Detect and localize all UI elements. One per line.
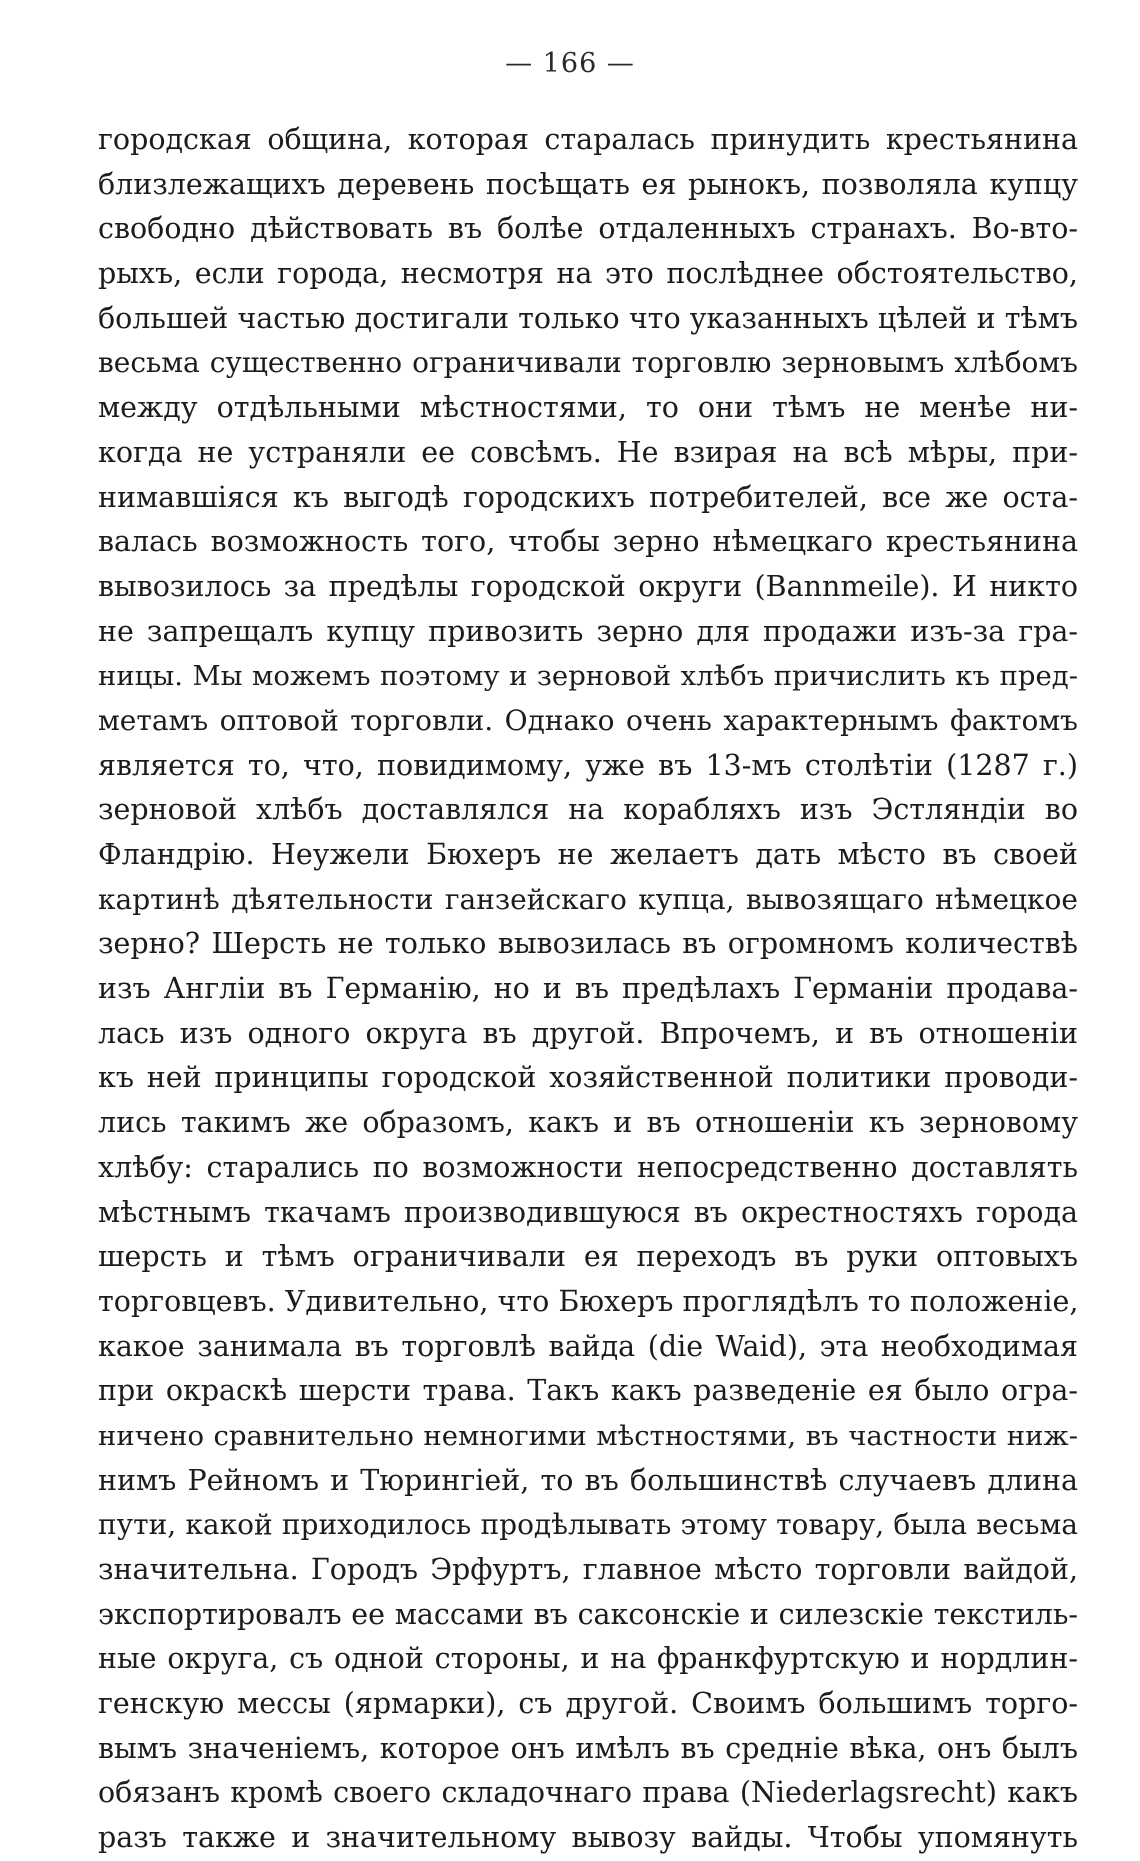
body-text [98, 118, 1078, 1861]
text-line: когда не устраняли ее совсѣмъ. Не взирая на всѣ мѣры, при- [98, 435, 1078, 469]
text-line: къ ней принципы городской хозяйственной политики проводи- [98, 1061, 1078, 1095]
text-line: разъ также и значительному вывозу вайды. Чтобы упомянуть [98, 1821, 1078, 1855]
text-line: зерно? Шерсть не только вывозилась въ огромномъ количествѣ [98, 927, 1078, 961]
text-line: метамъ оптовой торговли. Однако очень характернымъ фактомъ [98, 703, 1078, 737]
text-line: большей частью достигали только что указанныхъ цѣлей и тѣмъ [98, 301, 1078, 335]
text-line: зерновой хлѣбъ доставлялся на корабляхъ изъ Эстляндіи во [98, 793, 1078, 827]
text-line: обязанъ кромѣ своего складочнаго права (Niederlagsrecht) какъ [98, 1776, 1078, 1810]
text-line: рыхъ, если города, несмотря на это послѣднее обстоятельство, [98, 257, 1078, 291]
text-line: ничено сравнительно немногими мѣстностями, въ частности ниж- [98, 1419, 1078, 1452]
text-line: лась изъ одного округа въ другой. Впрочемъ, и въ отношеніи [98, 1016, 1078, 1050]
text-line: мѣстнымъ ткачамъ производившуюся въ окрестностяхъ города [98, 1195, 1078, 1229]
text-line: не запрещалъ купцу привозить зерно для продажи изъ-за гра- [98, 614, 1078, 648]
text-line: лись такимъ же образомъ, какъ и въ отношеніи къ зерновому [98, 1106, 1078, 1140]
text-line: пути, какой приходилось продѣлывать этому товару, была весьма [98, 1508, 1078, 1542]
text-line: вымъ значеніемъ, которое онъ имѣлъ въ средніе вѣка, онъ былъ [98, 1731, 1078, 1765]
text-line: хлѣбу: старались по возможности непосредственно доставлять [98, 1150, 1078, 1184]
text-line: городская община, которая старалась принудить крестьянина [98, 123, 1078, 156]
text-line: шерсть и тѣмъ ограничивали ея переходъ въ руки оптовыхъ [98, 1240, 1078, 1274]
text-line: экспортировалъ ее массами въ саксонскіе и силезскіе текстиль- [98, 1597, 1078, 1631]
text-line: при окраскѣ шерсти трава. Такъ какъ разведеніе ея было огра- [98, 1374, 1078, 1408]
text-line: нимъ Рейномъ и Тюрингіей, то въ большинствѣ случаевъ длина [98, 1463, 1078, 1497]
text-line: близлежащихъ деревень посѣщать ея рынокъ, позволяла купцу [98, 167, 1078, 201]
text-line: между отдѣльными мѣстностями, то они тѣмъ не менѣе ни- [98, 391, 1078, 425]
text-line: генскую мессы (ярмарки), съ другой. Своимъ большимъ торго- [98, 1687, 1078, 1721]
text-line: какое занимала въ торговлѣ вайда (die Waid), эта необходимая [98, 1329, 1078, 1363]
text-line: нимавшіяся къ выгодѣ городскихъ потребителей, все же оста- [98, 480, 1078, 514]
text-line: весьма существенно ограничивали торговлю зерновымъ хлѣбомъ [98, 346, 1078, 380]
text-line: вывозилось за предѣлы городской округи (Bannmeile). И никто [98, 569, 1078, 603]
text-line: ные округа, съ одной стороны, и на франкфуртскую и нордлин- [98, 1642, 1078, 1676]
text-line: является то, что, повидимому, уже въ 13-мъ столѣтіи (1287 г.) [98, 748, 1078, 782]
text-line: торговцевъ. Удивительно, что Бюхеръ проглядѣлъ то положеніе, [98, 1284, 1078, 1318]
text-line: изъ Англіи въ Германію, но и въ предѣлахъ Германіи продава- [98, 972, 1078, 1006]
text-line: Фландрію. Неужели Бюхеръ не желаетъ дать мѣсто въ своей [98, 838, 1078, 871]
text-line: свободно дѣйствовать въ болѣе отдаленныхъ странахъ. Во-вто- [98, 212, 1078, 246]
text-line: значительна. Городъ Эрфуртъ, главное мѣсто торговли вайдой, [98, 1553, 1078, 1586]
text-line: ницы. Мы можемъ поэтому и зерновой хлѣбъ причислить къ пред- [98, 660, 1078, 693]
text-line: валась возможность того, чтобы зерно нѣмецкаго крестьянина [98, 525, 1078, 559]
text-line: картинѣ дѣятельности ганзейскаго купца, вывозящаго нѣмецкое [98, 882, 1078, 916]
page-number: — 166 — [505, 48, 635, 79]
